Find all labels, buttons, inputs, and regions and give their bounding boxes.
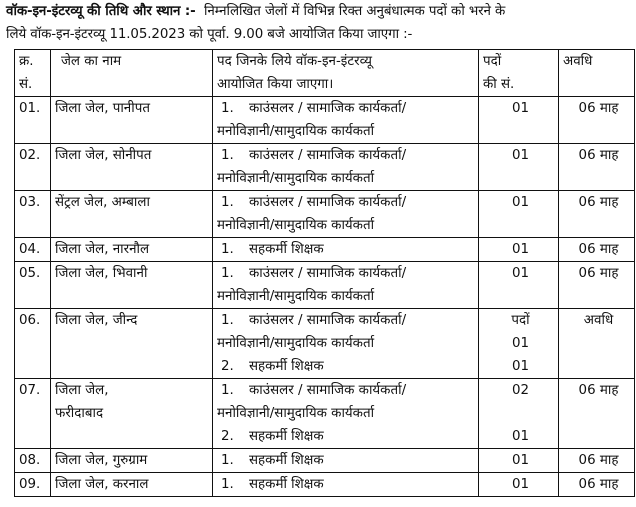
header-duration: अवधि [559, 50, 635, 97]
row-jail: जिला जेल, पानीपत [51, 97, 213, 144]
table-row [15, 473, 635, 497]
row-sno: 09. [15, 473, 51, 497]
intro-paragraph [6, 0, 632, 46]
row-post: 1. काउंसलर / सामाजिक कार्यकर्ता/ मनोविज्ञानी/सामुदायिक कार्यकर्ता [213, 97, 479, 144]
header-jail-name: जेल का नाम [51, 50, 213, 97]
row-post: 1. सहकर्मी शिक्षक [213, 473, 479, 497]
row-jail: जिला जेल, भिवानी [51, 262, 213, 309]
row-duration: अवधि [559, 309, 635, 379]
header-post-count: पदों की सं. [479, 50, 559, 97]
jail-posts-table [14, 49, 635, 497]
intro-heading: वॉक-इन-इंटरव्यू की तिथि और स्थान :- [6, 4, 196, 19]
header-sno: क्र. सं. [15, 50, 51, 97]
table-row [15, 379, 635, 449]
row-count: पदों 01 01 [479, 309, 559, 379]
row-sno: 04. [15, 238, 51, 262]
row-duration: 06 माह [559, 449, 635, 473]
row-duration: 06 माह [559, 262, 635, 309]
row-duration: 06 माह [559, 144, 635, 191]
row-jail: जिला जेल, जीन्द [51, 309, 213, 379]
row-post: 1. सहकर्मी शिक्षक [213, 449, 479, 473]
header-post: पद जिनके लिये वॉक-इन-इंटरव्यू आयोजित किया जाएगा। [213, 50, 479, 97]
row-count: 02 01 [479, 379, 559, 449]
row-jail: जिला जेल, गुरुग्राम [51, 449, 213, 473]
row-duration: 06 माह [559, 191, 635, 238]
row-duration: 06 माह [559, 473, 635, 497]
row-sno: 06. [15, 309, 51, 379]
intro-line-2: लिये वॉक-इन-इंटरव्यू 11.05.2023 को पूर्वा. 9.00 बजे आयोजित किया जाएगा :- [6, 27, 413, 42]
table-row [15, 97, 635, 144]
row-sno: 07. [15, 379, 51, 449]
row-post: 1. सहकर्मी शिक्षक [213, 238, 479, 262]
table-header-row [15, 50, 635, 97]
table-row [15, 449, 635, 473]
row-sno: 08. [15, 449, 51, 473]
intro-line-1-text: निम्नलिखित जेलों में विभिन्न रिक्त अनुबंधात्मक पदों को भरने के [203, 4, 506, 19]
row-count: 01 [479, 262, 559, 309]
table-row [15, 144, 635, 191]
row-post: 1. काउंसलर / सामाजिक कार्यकर्ता/ मनोविज्ञानी/सामुदायिक कार्यकर्ता [213, 191, 479, 238]
row-jail: जिला जेल, नारनौल [51, 238, 213, 262]
row-jail: सेंट्रल जेल, अम्बाला [51, 191, 213, 238]
row-duration: 06 माह [559, 238, 635, 262]
table-row [15, 191, 635, 238]
row-sno: 03. [15, 191, 51, 238]
row-sno: 05. [15, 262, 51, 309]
row-count: 01 [479, 238, 559, 262]
row-post: 1. काउंसलर / सामाजिक कार्यकर्ता/ मनोविज्ञानी/सामुदायिक कार्यकर्ता [213, 262, 479, 309]
row-count: 01 [479, 449, 559, 473]
row-post: 1. काउंसलर / सामाजिक कार्यकर्ता/ मनोविज्ञानी/सामुदायिक कार्यकर्ता 2. सहकर्मी शिक्षक [213, 379, 479, 449]
table-row [15, 238, 635, 262]
row-duration: 06 माह [559, 379, 635, 449]
row-count: 01 [479, 191, 559, 238]
row-jail: जिला जेल, करनाल [51, 473, 213, 497]
row-post: 1. काउंसलर / सामाजिक कार्यकर्ता/ मनोविज्ञानी/सामुदायिक कार्यकर्ता 2. सहकर्मी शिक्षक [213, 309, 479, 379]
row-sno: 01. [15, 97, 51, 144]
row-count: 01 [479, 473, 559, 497]
table-row [15, 309, 635, 379]
row-jail: जिला जेल, सोनीपत [51, 144, 213, 191]
table-row [15, 262, 635, 309]
row-jail: जिला जेल, फरीदाबाद [51, 379, 213, 449]
row-post: 1. काउंसलर / सामाजिक कार्यकर्ता/ मनोविज्ञानी/सामुदायिक कार्यकर्ता [213, 144, 479, 191]
intro-line-1 [6, 0, 632, 23]
row-count: 01 [479, 144, 559, 191]
row-duration: 06 माह [559, 97, 635, 144]
row-count: 01 [479, 97, 559, 144]
row-sno: 02. [15, 144, 51, 191]
